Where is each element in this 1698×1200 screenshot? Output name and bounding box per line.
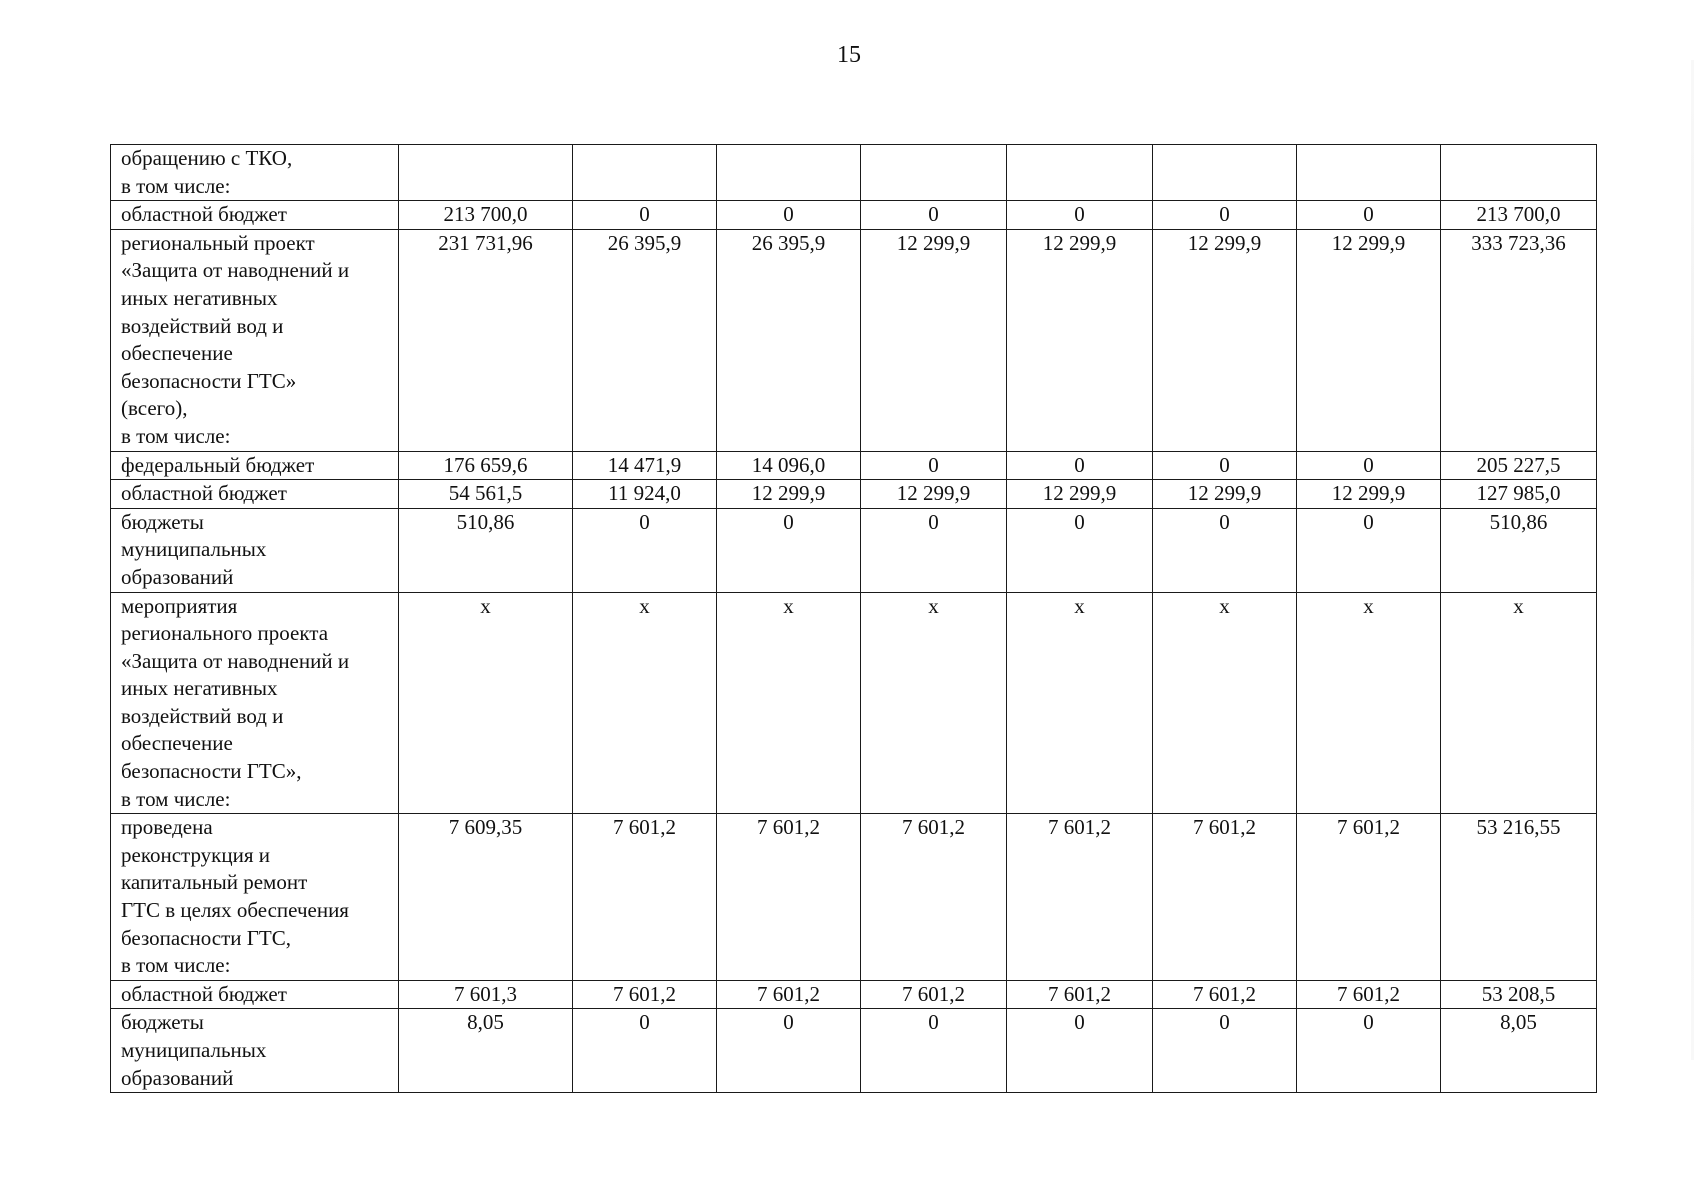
- row-label-line: в том числе:: [121, 173, 231, 198]
- value-cell: 0: [861, 201, 1007, 230]
- page-number: 15: [837, 42, 861, 68]
- value-cell: 12 299,9: [1007, 480, 1153, 509]
- value-cell: 0: [573, 508, 717, 592]
- value-cell: 510,86: [1441, 508, 1597, 592]
- value-cell: x: [399, 592, 573, 814]
- table-row: [111, 201, 1597, 230]
- value-cell: 0: [861, 1009, 1007, 1093]
- value-cell: [861, 145, 1007, 201]
- value-cell: 7 601,2: [717, 980, 861, 1009]
- value-cell: 333 723,36: [1441, 229, 1597, 451]
- value-cell: 12 299,9: [717, 480, 861, 509]
- value-cell: 205 227,5: [1441, 451, 1597, 480]
- value-cell: [573, 145, 717, 201]
- value-cell: 0: [1297, 451, 1441, 480]
- row-label-line: иных негативных: [121, 285, 278, 310]
- row-label-line: безопасности ГТС»,: [121, 759, 302, 784]
- row-label-line: «Защита от наводнений и: [121, 258, 350, 283]
- value-cell: 510,86: [399, 508, 573, 592]
- value-cell: 0: [1153, 201, 1297, 230]
- value-cell: 7 601,2: [861, 980, 1007, 1009]
- row-label-line: воздействий вод и: [121, 703, 284, 728]
- value-cell: 7 609,35: [399, 814, 573, 981]
- value-cell: [1441, 145, 1597, 201]
- row-label-line: ГТС в целях обеспечения: [121, 898, 349, 923]
- row-label-line: капитальный ремонт: [121, 870, 308, 895]
- row-label-line: образований: [121, 1065, 234, 1090]
- value-cell: 7 601,2: [1007, 980, 1153, 1009]
- table-row: [111, 480, 1597, 509]
- value-cell: 7 601,2: [1007, 814, 1153, 981]
- value-cell: 0: [1297, 508, 1441, 592]
- value-cell: x: [861, 592, 1007, 814]
- row-label-line: безопасности ГТС»: [121, 368, 297, 393]
- value-cell: 7 601,2: [1297, 980, 1441, 1009]
- table-row: [111, 1009, 1597, 1093]
- row-label-line: обращению с ТКО,: [121, 146, 293, 170]
- value-cell: x: [1153, 592, 1297, 814]
- value-cell: x: [1297, 592, 1441, 814]
- table-row: [111, 451, 1597, 480]
- row-label-line: в том числе:: [121, 786, 231, 811]
- row-label-line: иных негативных: [121, 676, 278, 701]
- row-label-line: воздействий вод и: [121, 313, 284, 338]
- value-cell: 7 601,2: [1297, 814, 1441, 981]
- row-label-line: муниципальных: [121, 1038, 267, 1062]
- value-cell: 53 216,55: [1441, 814, 1597, 981]
- value-cell: 0: [1153, 1009, 1297, 1093]
- row-label-line: мероприятия: [121, 593, 238, 618]
- row-label: [111, 508, 399, 592]
- row-label: [111, 229, 399, 451]
- row-label-line: безопасности ГТС,: [121, 925, 292, 950]
- value-cell: 53 208,5: [1441, 980, 1597, 1009]
- row-label: [111, 145, 399, 201]
- value-cell: 8,05: [1441, 1009, 1597, 1093]
- value-cell: 176 659,6: [399, 451, 573, 480]
- value-cell: 0: [1007, 1009, 1153, 1093]
- value-cell: 8,05: [399, 1009, 573, 1093]
- value-cell: [717, 145, 861, 201]
- row-label-line: в том числе:: [121, 953, 231, 978]
- scan-edge-mark: [1691, 60, 1694, 1060]
- row-label-line: региональный проект: [121, 230, 315, 255]
- value-cell: 12 299,9: [861, 480, 1007, 509]
- table-row: [111, 980, 1597, 1009]
- value-cell: 7 601,2: [1153, 980, 1297, 1009]
- value-cell: 7 601,2: [573, 814, 717, 981]
- row-label-line: обеспечение: [121, 731, 233, 756]
- value-cell: 0: [573, 1009, 717, 1093]
- value-cell: 0: [717, 201, 861, 230]
- value-cell: [399, 145, 573, 201]
- value-cell: 0: [717, 1009, 861, 1093]
- value-cell: 7 601,2: [573, 980, 717, 1009]
- value-cell: 0: [1297, 201, 1441, 230]
- value-cell: x: [573, 592, 717, 814]
- table-row: [111, 814, 1597, 981]
- row-label-line: «Защита от наводнений и: [121, 648, 350, 673]
- value-cell: x: [1441, 592, 1597, 814]
- value-cell: 12 299,9: [1297, 480, 1441, 509]
- row-label: [111, 451, 399, 480]
- value-cell: 12 299,9: [1297, 229, 1441, 451]
- value-cell: 0: [1297, 1009, 1441, 1093]
- value-cell: [1153, 145, 1297, 201]
- value-cell: 54 561,5: [399, 480, 573, 509]
- table-row: [111, 145, 1597, 201]
- value-cell: 12 299,9: [861, 229, 1007, 451]
- table-row: [111, 508, 1597, 592]
- row-label-line: реконструкция и: [121, 842, 270, 867]
- row-label-line: (всего),: [121, 396, 188, 421]
- row-label: [111, 592, 399, 814]
- row-label: [111, 814, 399, 981]
- row-label-line: обеспечение: [121, 341, 233, 366]
- row-label: [111, 201, 399, 230]
- value-cell: 0: [861, 451, 1007, 480]
- value-cell: 14 096,0: [717, 451, 861, 480]
- value-cell: 0: [1153, 451, 1297, 480]
- value-cell: 7 601,3: [399, 980, 573, 1009]
- row-label-line: в том числе:: [121, 423, 231, 448]
- row-label-line: областной бюджет: [121, 202, 287, 227]
- value-cell: [1007, 145, 1153, 201]
- value-cell: 12 299,9: [1007, 229, 1153, 451]
- value-cell: 7 601,2: [861, 814, 1007, 981]
- row-label-line: проведена: [121, 815, 213, 840]
- value-cell: [1297, 145, 1441, 201]
- budget-table: [110, 144, 1597, 1093]
- row-label-line: областной бюджет: [121, 481, 287, 506]
- table-row: [111, 592, 1597, 814]
- value-cell: 26 395,9: [573, 229, 717, 451]
- value-cell: 0: [573, 201, 717, 230]
- row-label-line: образований: [121, 564, 234, 589]
- row-label-line: бюджеты: [121, 509, 204, 534]
- value-cell: 0: [1153, 508, 1297, 592]
- value-cell: 213 700,0: [399, 201, 573, 230]
- value-cell: 7 601,2: [1153, 814, 1297, 981]
- table-body: [111, 145, 1597, 1093]
- row-label: [111, 980, 399, 1009]
- value-cell: 26 395,9: [717, 229, 861, 451]
- value-cell: 0: [1007, 508, 1153, 592]
- value-cell: 0: [1007, 201, 1153, 230]
- value-cell: 0: [1007, 451, 1153, 480]
- row-label-line: областной бюджет: [121, 981, 287, 1006]
- value-cell: 213 700,0: [1441, 201, 1597, 230]
- table-row: [111, 229, 1597, 451]
- row-label-line: федеральный бюджет: [121, 452, 315, 477]
- value-cell: 231 731,96: [399, 229, 573, 451]
- value-cell: 0: [861, 508, 1007, 592]
- value-cell: x: [717, 592, 861, 814]
- value-cell: 11 924,0: [573, 480, 717, 509]
- value-cell: 14 471,9: [573, 451, 717, 480]
- value-cell: x: [1007, 592, 1153, 814]
- row-label: [111, 480, 399, 509]
- row-label-line: муниципальных: [121, 537, 267, 562]
- row-label: [111, 1009, 399, 1093]
- value-cell: 12 299,9: [1153, 229, 1297, 451]
- value-cell: 7 601,2: [717, 814, 861, 981]
- value-cell: 12 299,9: [1153, 480, 1297, 509]
- value-cell: 127 985,0: [1441, 480, 1597, 509]
- value-cell: 0: [717, 508, 861, 592]
- row-label-line: бюджеты: [121, 1010, 204, 1035]
- row-label-line: регионального проекта: [121, 621, 329, 646]
